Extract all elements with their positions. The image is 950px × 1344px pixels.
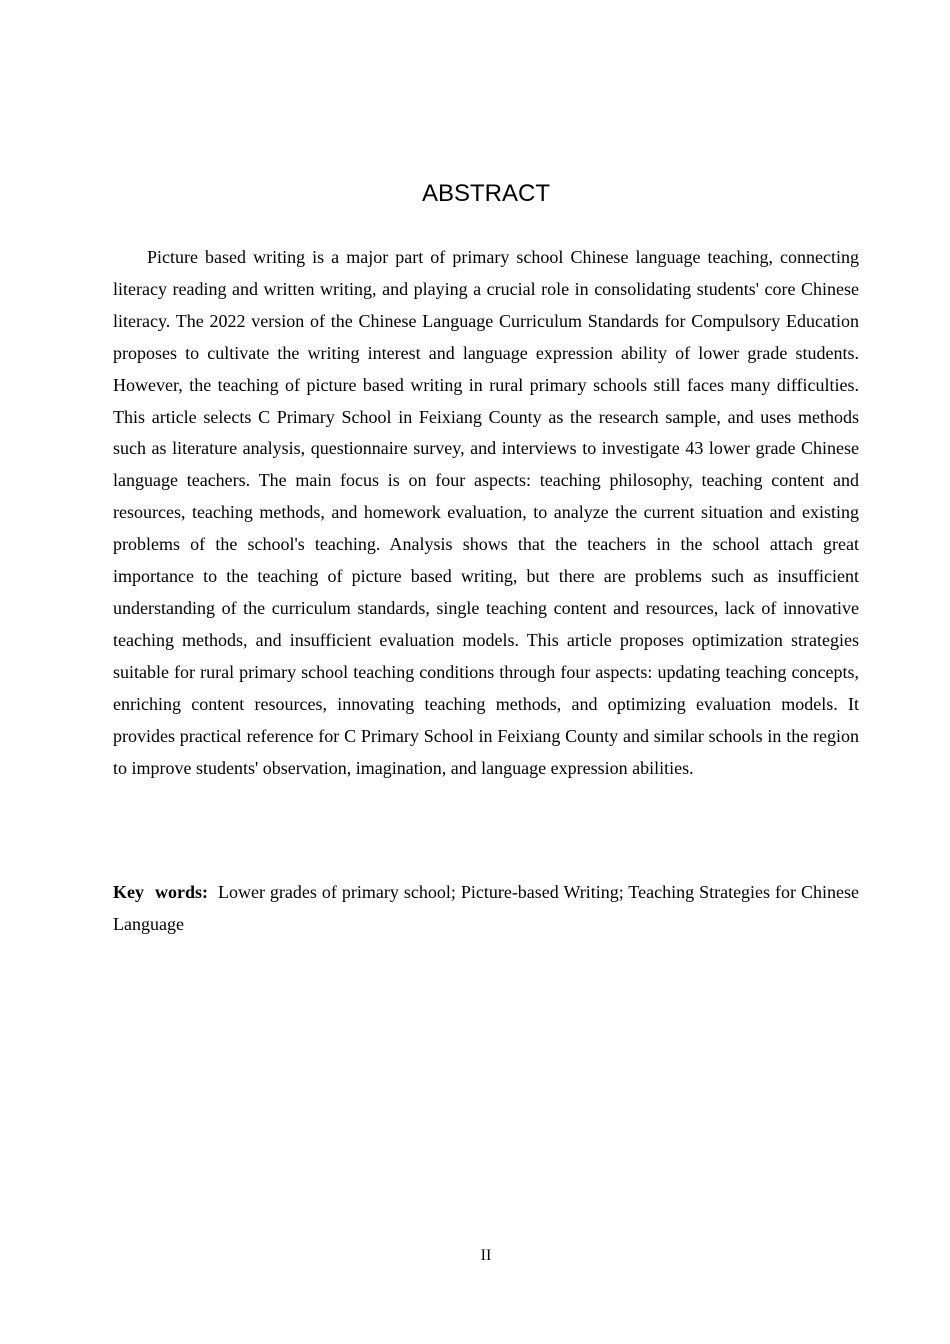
keywords-text: Lower grades of primary school; Picture-based Writing; Teaching Strategies for Chinese Language: [113, 882, 860, 934]
keywords-line: [113, 877, 859, 941]
abstract-title: ABSTRACT: [421, 180, 550, 207]
abstract-paragraph: Picture based writing is a major part of primary school Chinese language teaching, connecting literacy reading and written writing, and playing a crucial role in consolidating students' core Chinese literacy. The 2022 version of the Chinese Language Curriculum Standards for Compulsory Education proposes to cultivate the writing interest and language expression ability of lower grade students. However, the teaching of picture based writing in rural primary schools still faces many difficulties. This article selects C Primary School in Feixiang County as the research sample, and uses methods such as literature analysis, questionnaire survey, and interviews to investigate 43 lower grade Chinese language teachers. The main focus is on four aspects: teaching philosophy, teaching content and resources, teaching methods, and homework evaluation, to analyze the current situation and existing problems of the school's teaching. Analysis shows that the teachers in the school attach great importance to the teaching of picture based writing, but there are problems such as insufficient understanding of the curriculum standards, single teaching content and resources, lack of innovative teaching methods, and insufficient evaluation models. This article proposes optimization strategies suitable for rural primary school teaching conditions through four aspects: updating teaching concepts, enriching content resources, innovating teaching methods, and optimizing evaluation models. It provides practical reference for C Primary School in Feixiang County and similar schools in the region to improve students' observation, imagination, and language expression abilities.: [113, 247, 859, 778]
keywords-label: Key words:: [113, 882, 208, 902]
page-number: II: [480, 1247, 492, 1264]
